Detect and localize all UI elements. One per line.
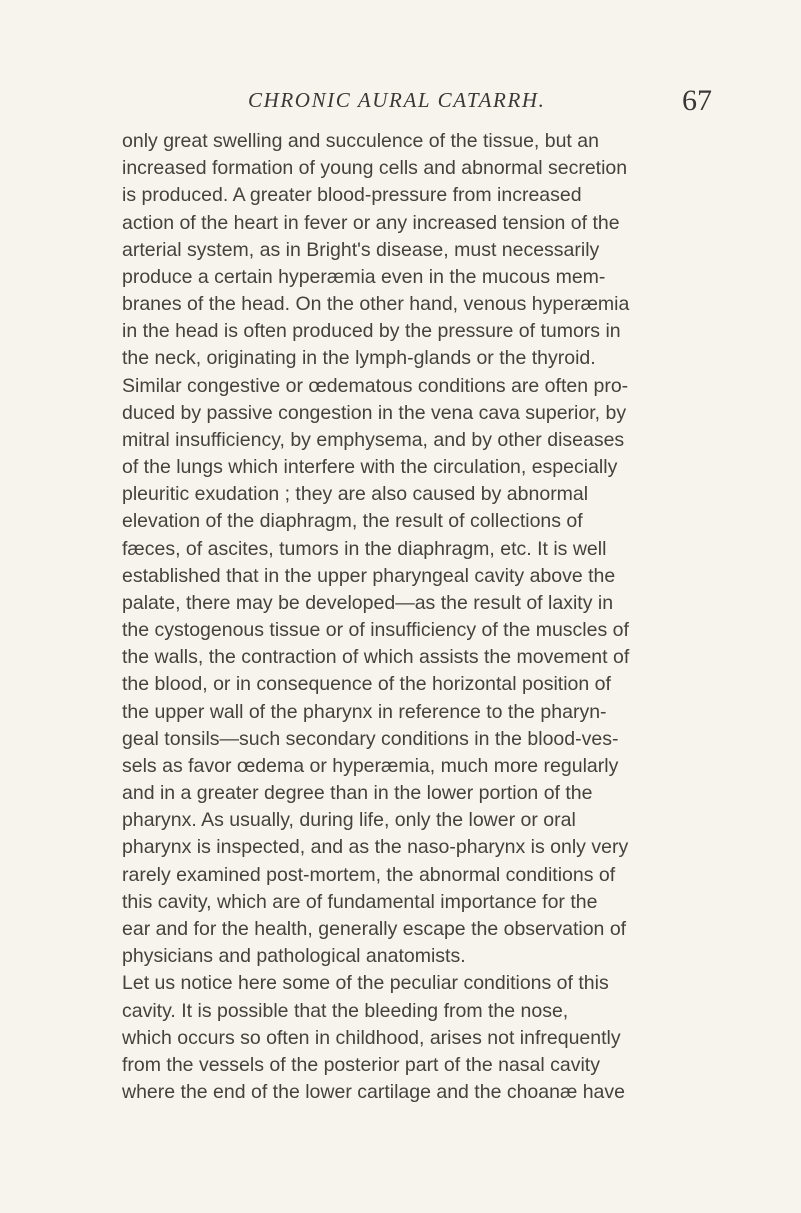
text-line: palate, there may be developed—as the result of laxity in	[122, 591, 614, 614]
running-head: CHRONIC AURAL CATARRH.	[248, 88, 546, 112]
text-line: the upper wall of the pharynx in reference to the pharyn-	[122, 700, 607, 723]
text-line: geal tonsils—such secondary conditions in the blood-ves-	[122, 727, 619, 750]
text-line: branes of the head. On the other hand, venous hyperæmia	[122, 293, 630, 316]
text-line: the neck, originating in the lymph-glands or the thyroid.	[122, 347, 596, 370]
text-line: physicians and pathological anatomists.	[122, 945, 466, 968]
text-line: from the vessels of the posterior part of the nasal cavity	[122, 1053, 600, 1076]
text-line: of the lungs which interfere with the circulation, especially	[122, 456, 618, 479]
text-line: pharynx. As usually, during life, only the lower or oral	[122, 809, 576, 832]
text-line: fæces, of ascites, tumors in the diaphragm, etc. It is well	[122, 537, 607, 560]
text-line: which occurs so often in childhood, arises not infrequently	[122, 1026, 621, 1049]
text-line: the blood, or in consequence of the horizontal position of	[122, 673, 611, 696]
text-line: established that in the upper pharyngeal cavity above the	[122, 564, 616, 587]
text-line: sels as favor œdema or hyperæmia, much more regularly	[122, 754, 619, 777]
text-line: arterial system, as in Bright's disease, must necessarily	[122, 238, 600, 261]
text-line: and in a greater degree than in the lower portion of the	[122, 782, 593, 805]
text-line: rarely examined post-mortem, the abnormal conditions of	[122, 863, 616, 886]
text-line: produce a certain hyperæmia even in the mucous mem-	[122, 265, 606, 288]
text-line: Similar congestive or œdematous conditions are often pro-	[122, 374, 629, 397]
text-line: this cavity, which are of fundamental importance for the	[122, 890, 598, 913]
text-line: the cystogenous tissue or of insufficiency of the muscles of	[122, 619, 629, 642]
text-line: pharynx is inspected, and as the naso-pharynx is only very	[122, 836, 629, 859]
text-line: cavity. It is possible that the bleeding from the nose,	[122, 999, 569, 1022]
text-line: increased formation of young cells and abnormal secretion	[122, 157, 628, 180]
text-line: elevation of the diaphragm, the result of collections of	[122, 510, 583, 533]
body-text	[122, 128, 722, 1106]
text-line: mitral insufficiency, by emphysema, and by other diseases	[122, 428, 625, 451]
text-line: pleuritic exudation ; they are also caused by abnormal	[122, 483, 589, 506]
text-line: only great swelling and succulence of the tissue, but an	[122, 130, 599, 152]
text-line: the walls, the contraction of which assists the movement of	[122, 646, 630, 669]
page-number: 67	[682, 84, 712, 117]
text-line: is produced. A greater blood-pressure from increased	[122, 184, 582, 207]
page-header	[0, 84, 801, 122]
text-line: Let us notice here some of the peculiar conditions of this	[122, 972, 609, 995]
text-line: ear and for the health, generally escape the observation of	[122, 917, 627, 940]
text-line: in the head is often produced by the pressure of tumors in	[122, 320, 621, 343]
text-line: duced by passive congestion in the vena cava superior, by	[122, 401, 627, 424]
text-line: where the end of the lower cartilage and the choanæ have	[122, 1081, 626, 1104]
text-line: action of the heart in fever or any increased tension of the	[122, 211, 620, 234]
